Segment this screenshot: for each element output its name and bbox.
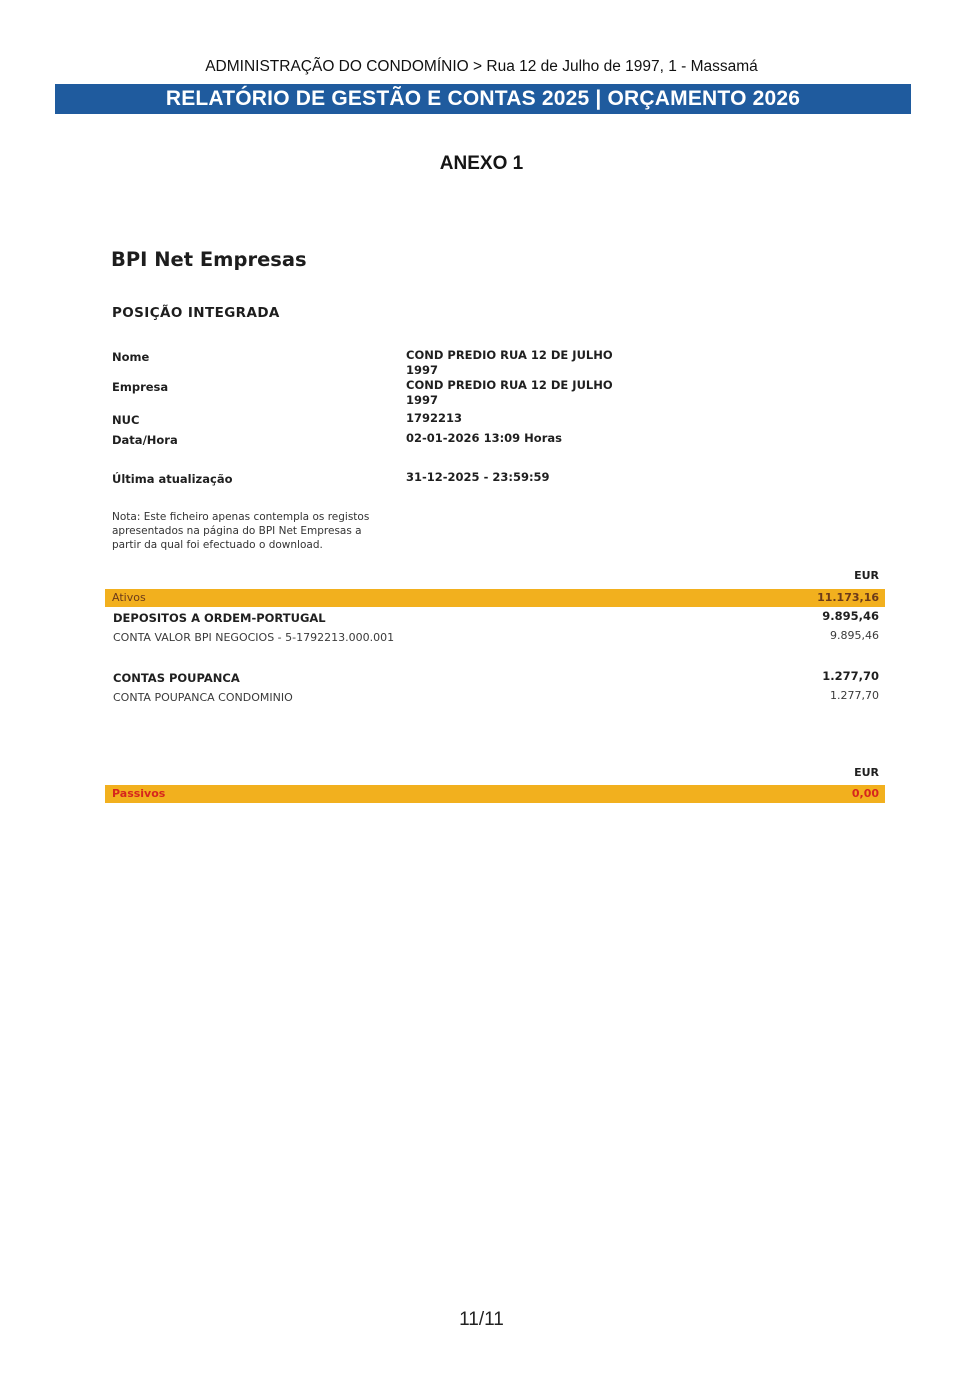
passivos-currency: EUR bbox=[854, 766, 879, 779]
nuc-value: 1792213 bbox=[406, 411, 463, 425]
note-line-3: partir da qual foi efectuado o download. bbox=[112, 539, 323, 551]
ativos-label: Ativos bbox=[112, 591, 146, 604]
account-amount-conta-poupanca: 1.277,70 bbox=[830, 689, 879, 702]
page-number: 11/11 bbox=[459, 1309, 504, 1330]
ativos-currency: EUR bbox=[854, 569, 879, 582]
nome-value bbox=[406, 348, 616, 378]
empresa-value-line-1: COND PREDIO RUA 12 DE JULHO bbox=[406, 378, 613, 392]
account-name-conta-poupanca: CONTA POUPANCA CONDOMINIO bbox=[113, 691, 293, 704]
ativos-total: 11.173,16 bbox=[817, 591, 879, 604]
section-title: POSIÇÃO INTEGRADA bbox=[112, 305, 280, 321]
account-name-conta-valor: CONTA VALOR BPI NEGOCIOS - 5-1792213.000.001 bbox=[113, 631, 395, 644]
datahora-label: Data/Hora bbox=[112, 433, 178, 447]
ativos-band bbox=[105, 589, 885, 607]
report-title-bar: RELATÓRIO DE GESTÃO E CONTAS 2025 | ORÇAMENTO 2026 bbox=[55, 84, 911, 114]
account-amount-conta-valor: 9.895,46 bbox=[830, 629, 879, 642]
annex-heading: ANEXO 1 bbox=[439, 153, 524, 174]
nuc-label: NUC bbox=[112, 413, 140, 427]
group-amount-poupanca: 1.277,70 bbox=[822, 669, 879, 683]
nome-value-line-2: 1997 bbox=[406, 363, 439, 377]
empresa-value-line-2: 1997 bbox=[406, 393, 439, 407]
last-update-label: Última atualização bbox=[112, 472, 233, 486]
empresa-value bbox=[406, 378, 616, 408]
note-line-2: apresentados na página do BPI Net Empresas a bbox=[112, 525, 362, 537]
empresa-label: Empresa bbox=[112, 380, 169, 394]
bank-title: BPI Net Empresas bbox=[111, 248, 307, 271]
group-amount-depositos: 9.895,46 bbox=[822, 609, 879, 623]
document-header-breadcrumb: ADMINISTRAÇÃO DO CONDOMÍNIO > Rua 12 de Julho de 1997, 1 - Massamá bbox=[205, 58, 758, 75]
passivos-band bbox=[105, 785, 885, 803]
nome-label: Nome bbox=[112, 350, 150, 364]
note-line-1: Nota: Este ficheiro apenas contempla os registos bbox=[112, 511, 370, 523]
group-title-depositos: DEPOSITOS A ORDEM-PORTUGAL bbox=[113, 611, 326, 625]
download-note bbox=[112, 510, 387, 552]
passivos-label: Passivos bbox=[112, 787, 166, 800]
datahora-value: 02-01-2026 13:09 Horas bbox=[406, 431, 562, 445]
last-update-value: 31-12-2025 - 23:59:59 bbox=[406, 470, 550, 484]
nome-value-line-1: COND PREDIO RUA 12 DE JULHO bbox=[406, 348, 613, 362]
group-title-poupanca: CONTAS POUPANCA bbox=[113, 671, 240, 685]
passivos-total: 0,00 bbox=[851, 787, 879, 800]
